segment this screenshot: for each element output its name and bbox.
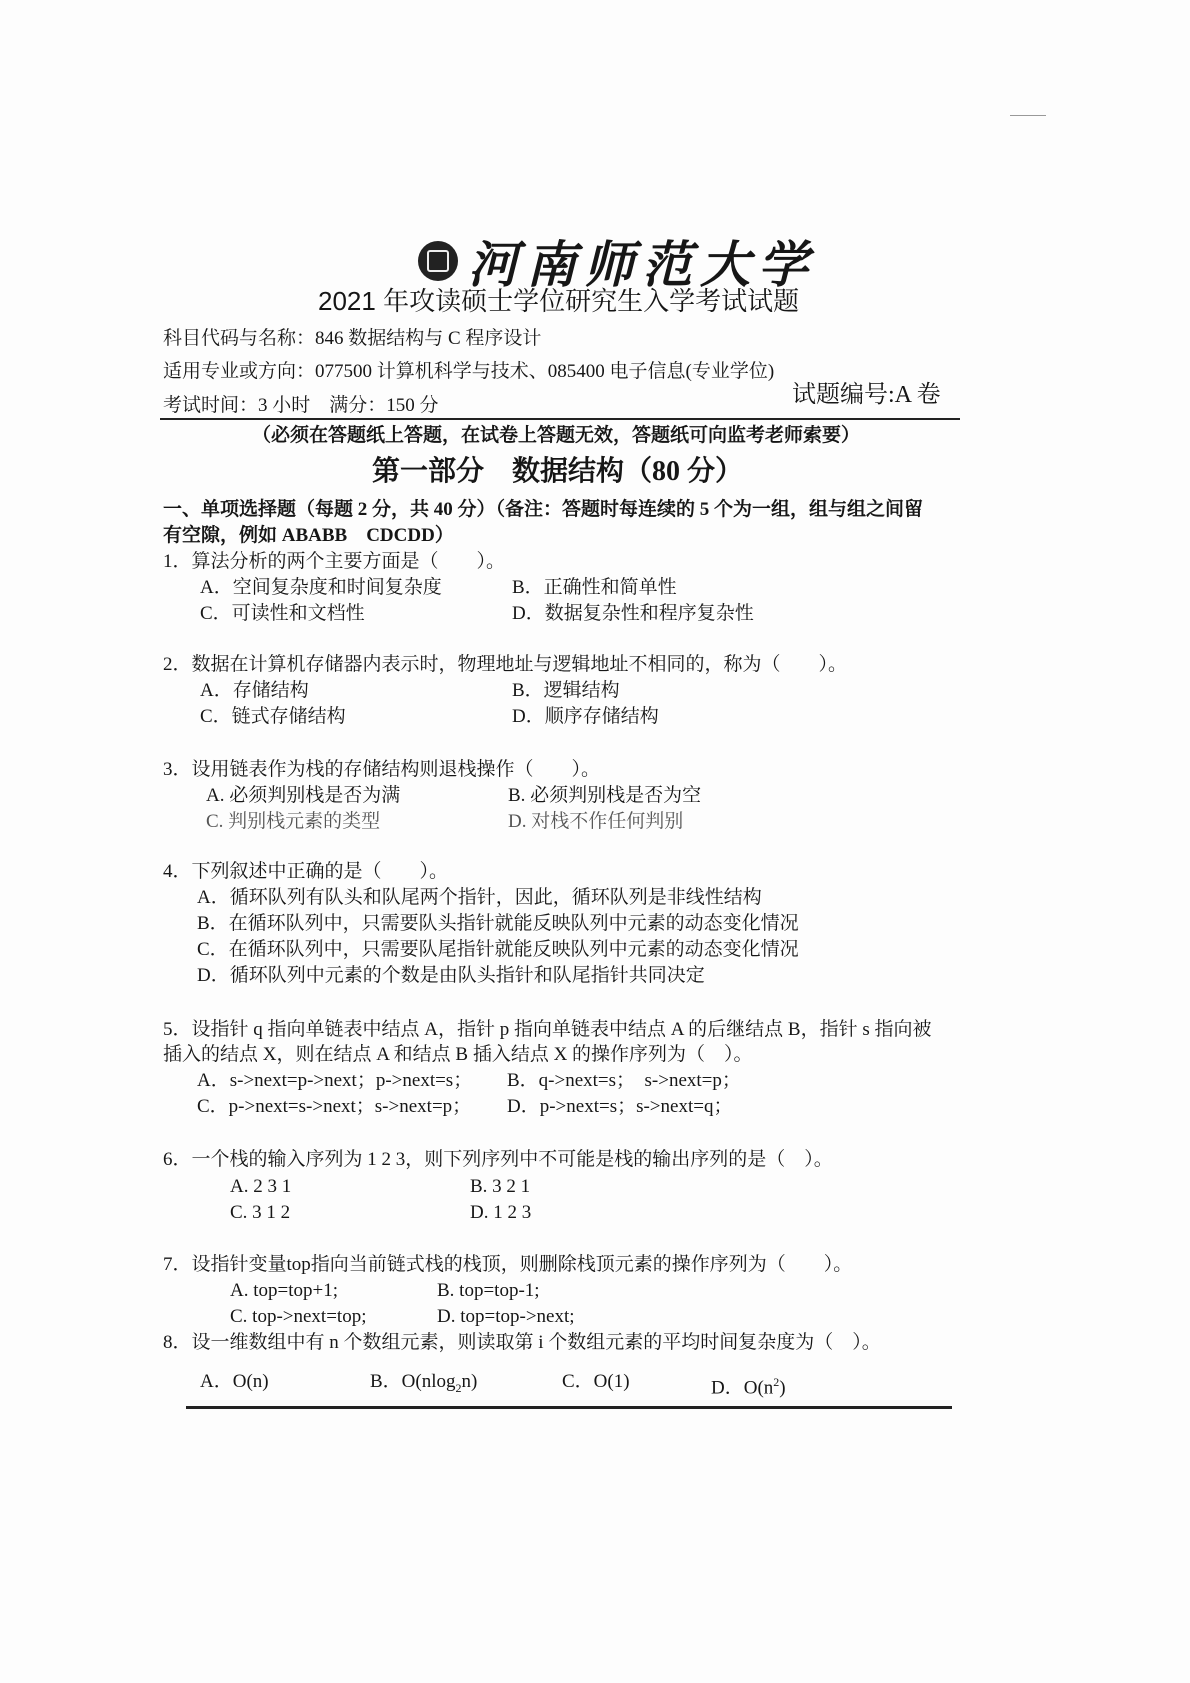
option: A．循环队列有队头和队尾两个指针，因此，循环队列是非线性结构 — [197, 887, 762, 908]
option: C. 3 1 2 — [230, 1202, 291, 1223]
subject-line: 科目代码与名称：846 数据结构与 C 程序设计 — [163, 328, 542, 349]
option: C．可读性和文档性 — [200, 603, 365, 624]
option: A. 必须判别栈是否为满 — [206, 785, 401, 806]
section-intro-2: 有空隙，例如 ABABB CDCDD） — [163, 525, 454, 546]
major-line: 适用专业或方向：077500 计算机科学与技术、085400 电子信息(专业学位) — [163, 361, 775, 382]
option: B．正确性和简单性 — [512, 577, 677, 598]
option-text: D．O(n — [711, 1377, 774, 1399]
question-1: 1．算法分析的两个主要方面是（ ）。 — [163, 551, 506, 572]
option: D．p->next=s；s->next=q； — [507, 1096, 733, 1117]
header-rule — [160, 418, 960, 420]
footer-rule — [186, 1406, 952, 1409]
question-6: 6．一个栈的输入序列为 1 2 3，则下列序列中不可能是栈的输出序列的是（ ）。 — [163, 1149, 833, 1170]
option: D．循环队列中元素的个数是由队头指针和队尾指针共同决定 — [197, 965, 705, 986]
option: C．在循环队列中，只需要队尾指针就能反映队列中元素的动态变化情况 — [197, 939, 799, 960]
subscript: 2 — [455, 1380, 462, 1395]
option: B. top=top-1; — [437, 1280, 540, 1301]
question-4: 4．下列叙述中正确的是（ ）。 — [163, 861, 449, 882]
question-8: 8．设一维数组中有 n 个数组元素，则读取第 i 个数组元素的平均时间复杂度为（ ）。 — [163, 1332, 881, 1353]
option: D．顺序存储结构 — [512, 706, 659, 727]
question-5-cont: 插入的结点 X，则在结点 A 和结点 B 插入结点 X 的操作序列为（ ）。 — [163, 1044, 753, 1065]
superscript: 2 — [773, 1375, 780, 1389]
notice: （必须在答题纸上答题，在试卷上答题无效，答题纸可向监考老师索要） — [252, 425, 861, 446]
university-name: 河南师范大学 — [468, 235, 816, 294]
question-2: 2．数据在计算机存储器内表示时，物理地址与逻辑地址不相同的，称为（ ）。 — [163, 654, 848, 675]
university-seal-icon — [418, 241, 458, 281]
option: C．p->next=s->next；s->next=p； — [197, 1096, 472, 1117]
paper-number: 试题编号:A 卷 — [792, 382, 941, 408]
section-intro: 一、单项选择题（每题 2 分，共 40 分）（备注：答题时每连续的 5 个为一组，组与组之间留 — [163, 499, 924, 520]
option: C．链式存储结构 — [200, 706, 346, 727]
option: A．s->next=p->next；p->next=s； — [197, 1070, 473, 1091]
section-title: 第一部分 数据结构（80 分） — [372, 456, 744, 487]
option: B．q->next=s； s->next=p； — [507, 1070, 741, 1091]
option: D. 1 2 3 — [470, 1202, 532, 1223]
scan-mark — [1010, 115, 1046, 116]
option: B．在循环队列中，只需要队头指针就能反映队列中元素的动态变化情况 — [197, 913, 799, 934]
option: B. 必须判别栈是否为空 — [508, 785, 702, 806]
option: D．数据复杂性和程序复杂性 — [512, 603, 754, 624]
option: A．存储结构 — [200, 680, 309, 701]
option: C. top->next=top; — [230, 1306, 367, 1327]
question-5: 5．设指针 q 指向单链表中结点 A，指针 p 指向单链表中结点 A 的后继结点 B，指针 s 指向被 — [163, 1019, 932, 1040]
question-7: 7．设指针变量top指向当前链式栈的栈顶，则删除栈顶元素的操作序列为（ ）。 — [163, 1254, 853, 1275]
option: A．空间复杂度和时间复杂度 — [200, 577, 442, 598]
option-text: B．O(nlog — [370, 1371, 456, 1392]
exam-title: 2021 年攻读硕士学位研究生入学考试试题 — [318, 286, 800, 316]
option — [711, 1370, 786, 1400]
option: D. top=top->next; — [437, 1306, 575, 1327]
time-line: 考试时间：3 小时 满分：150 分 — [163, 395, 439, 416]
option — [370, 1370, 477, 1400]
option: B．逻辑结构 — [512, 680, 620, 701]
option-text: ) — [779, 1377, 786, 1399]
option: C. 判别栈元素的类型 — [206, 811, 381, 832]
option: D. 对栈不作任何判别 — [508, 811, 684, 832]
option: A. 2 3 1 — [230, 1176, 292, 1197]
option: C．O(1) — [562, 1371, 630, 1392]
option: A．O(n) — [200, 1371, 269, 1392]
option: A. top=top+1; — [230, 1280, 338, 1301]
option: B. 3 2 1 — [470, 1176, 531, 1197]
question-3: 3．设用链表作为栈的存储结构则退栈操作（ ）。 — [163, 759, 601, 780]
option-text: n) — [461, 1371, 478, 1392]
